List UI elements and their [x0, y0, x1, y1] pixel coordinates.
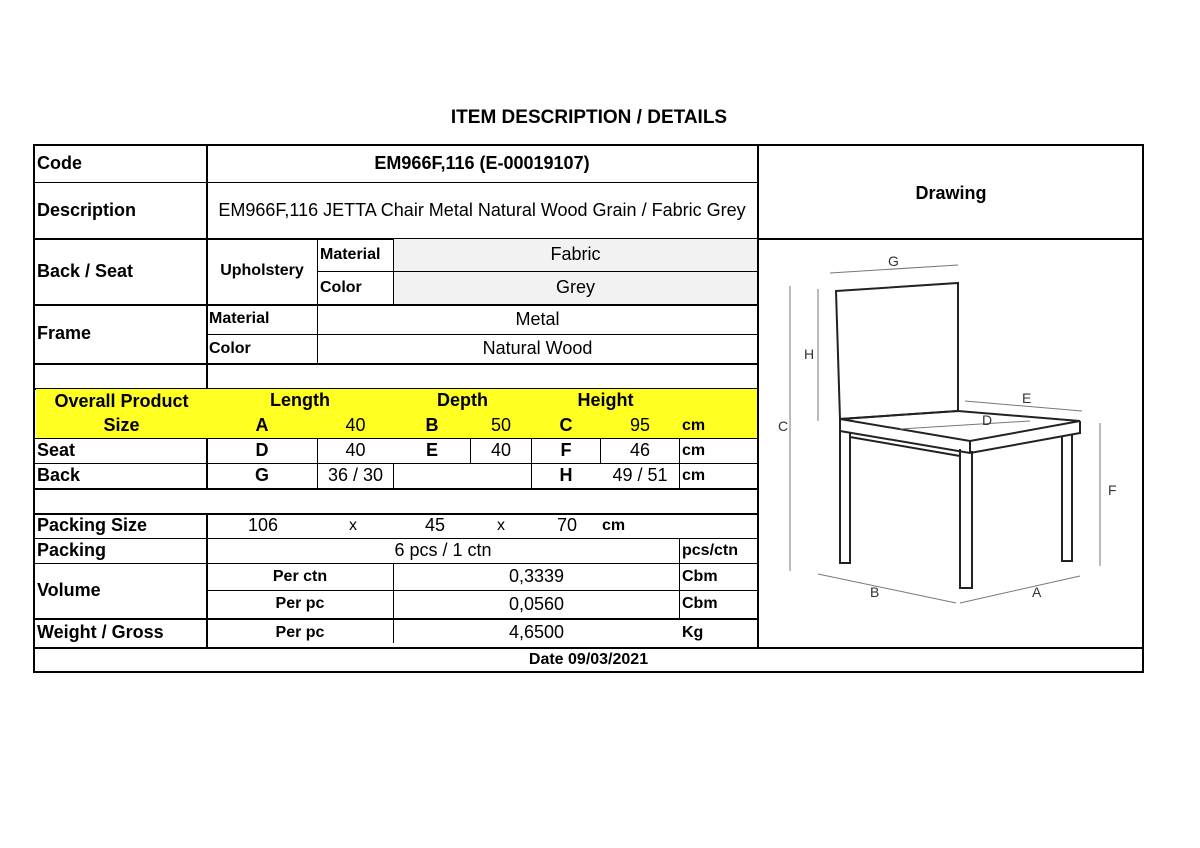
- seat-e-label: E: [425, 440, 438, 461]
- packing-label: Packing: [37, 540, 107, 561]
- back-label: Back: [37, 465, 81, 486]
- frame-color: Natural Wood: [482, 338, 593, 359]
- packing-size-unit: cm: [602, 516, 626, 534]
- volume-label: Volume: [37, 580, 101, 601]
- page-title: ITEM DESCRIPTION / DETAILS: [450, 107, 728, 128]
- packing-size-x1: x: [349, 516, 357, 534]
- packing-unit: pcs/ctn: [682, 541, 739, 559]
- description-value: EM966F,116 JETTA Chair Metal Natural Wood Grain / Fabric Grey: [218, 199, 746, 220]
- volume-per-pc-label: Per pc: [275, 595, 325, 613]
- volume-per-ctn-unit: Cbm: [682, 567, 718, 585]
- weight-unit: Kg: [682, 623, 704, 641]
- back-g-label: G: [254, 465, 269, 486]
- chair-dimension-drawing: [760, 241, 1144, 641]
- back-seat-material: Fabric: [394, 239, 757, 271]
- back-seat-color-label: Color: [320, 278, 362, 296]
- upholstery-label: Upholstery: [220, 262, 304, 280]
- weight-label: Weight / Gross: [37, 622, 164, 643]
- dim-a: A: [1032, 584, 1042, 600]
- item-details-sheet: [33, 144, 1144, 673]
- seat-e-value: 40: [490, 440, 512, 461]
- frame-material: Metal: [515, 308, 560, 329]
- weight-value: 4,6500: [508, 622, 565, 643]
- packing-size-length: 106: [247, 515, 279, 536]
- code-value: EM966F,116 (E-00019107): [374, 153, 590, 174]
- back-unit: cm: [682, 466, 706, 484]
- dim-g: G: [888, 253, 899, 269]
- dim-c: C: [778, 418, 789, 434]
- dim-f: F: [1108, 482, 1117, 498]
- seat-d-value: 40: [345, 440, 366, 461]
- overall-b-value: 50: [490, 415, 512, 436]
- back-seat-color: Grey: [394, 272, 757, 304]
- code-label: Code: [37, 153, 82, 174]
- seat-f-label: F: [560, 440, 572, 461]
- packing-size-x2: x: [497, 516, 505, 534]
- overall-unit: cm: [682, 416, 706, 434]
- overall-b-label: B: [425, 415, 439, 436]
- packing-value: 6 pcs / 1 ctn: [394, 540, 492, 561]
- seat-f-value: 46: [629, 440, 651, 461]
- back-seat-material-label: Material: [320, 245, 381, 263]
- back-h-value: 49 / 51: [612, 465, 668, 486]
- depth-header: Depth: [437, 390, 488, 411]
- description-label: Description: [37, 199, 137, 220]
- overall-c-label: C: [559, 415, 573, 436]
- overall-size-label-2: Size: [103, 415, 140, 436]
- frame-color-label: Color: [209, 339, 251, 357]
- volume-per-pc-unit: Cbm: [682, 595, 718, 613]
- dim-b: B: [870, 584, 880, 600]
- packing-size-height: 70: [556, 515, 578, 536]
- volume-per-ctn-label: Per ctn: [272, 567, 328, 585]
- volume-per-ctn-value: 0,3339: [508, 566, 565, 587]
- frame-label: Frame: [37, 323, 92, 344]
- dim-e: E: [1022, 390, 1032, 406]
- packing-size-width: 45: [424, 515, 446, 536]
- chair-outline: [836, 283, 1080, 588]
- drawing-label: Drawing: [915, 183, 987, 203]
- back-g-value: 36 / 30: [327, 465, 384, 486]
- volume-per-pc-value: 0,0560: [508, 593, 565, 614]
- back-seat-label: Back / Seat: [37, 260, 134, 281]
- weight-per-pc-label: Per pc: [275, 623, 325, 641]
- overall-a-label: A: [255, 415, 269, 436]
- seat-label: Seat: [37, 440, 76, 461]
- frame-material-label: Material: [209, 310, 270, 328]
- back-h-label: H: [559, 465, 573, 486]
- dim-d: D: [982, 412, 993, 428]
- dim-h: H: [804, 346, 815, 362]
- packing-size-label: Packing Size: [37, 515, 148, 536]
- height-header: Height: [577, 390, 634, 411]
- length-header: Length: [270, 390, 330, 411]
- overall-size-label: Overall Product: [54, 390, 189, 411]
- seat-unit: cm: [682, 441, 706, 459]
- footer-date: Date 09/03/2021: [528, 651, 649, 669]
- overall-c-value: 95: [629, 415, 651, 436]
- overall-a-value: 40: [345, 415, 366, 436]
- seat-d-label: D: [255, 440, 269, 461]
